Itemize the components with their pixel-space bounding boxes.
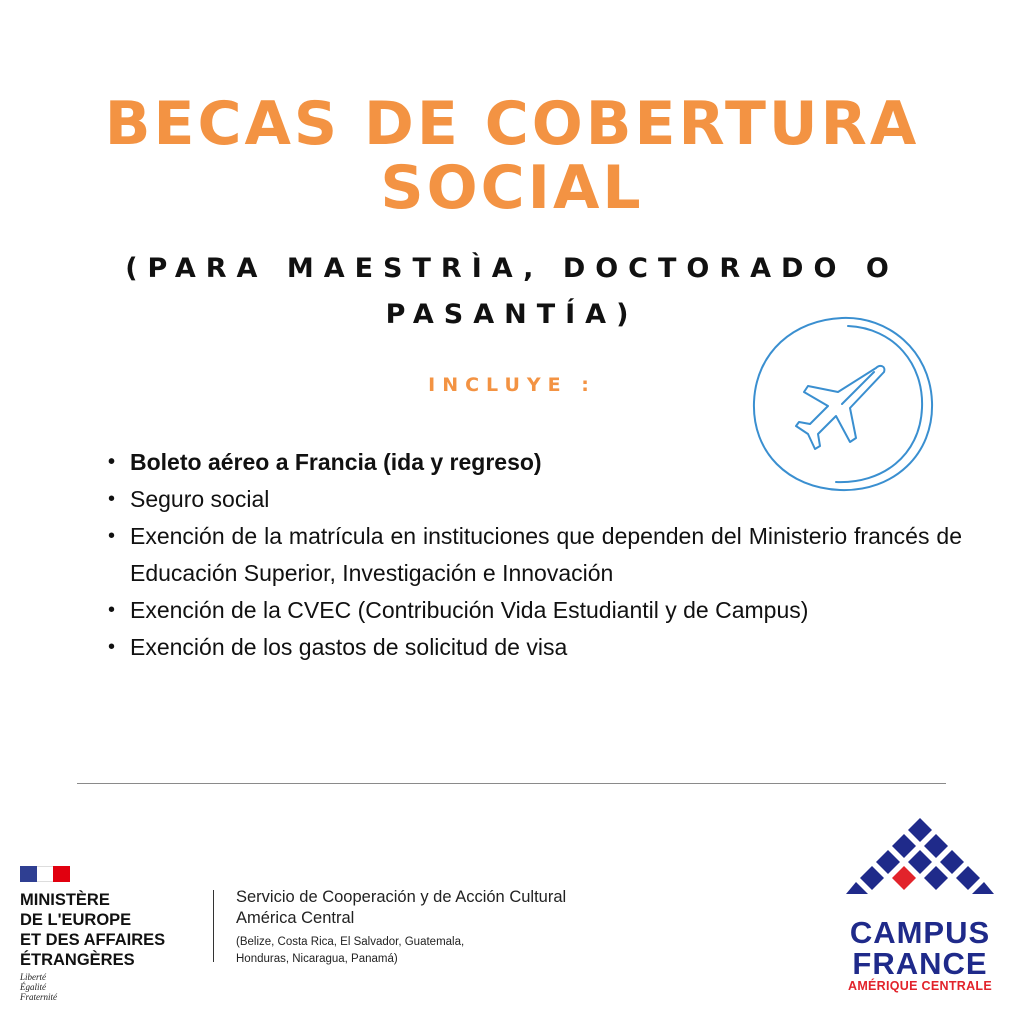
campus-france-wordmark: CAMPUS FRANCE — [849, 915, 991, 981]
footer-separator — [213, 890, 214, 962]
page-subtitle: (PARA MAESTRÌA, DOCTORADO O PASANTÍA) — [125, 253, 899, 330]
includes-label: INCLUYE : — [428, 374, 596, 396]
list-item: • Exención de la matrícula en instituciones que dependen del Ministerio francés de Educación Superior, Investigación e Innovación — [130, 518, 962, 592]
campus-france-region: AMÉRIQUE CENTRALE — [848, 979, 992, 993]
republic-motto: Liberté Égalité Fraternité — [20, 972, 57, 1002]
french-flag-icon — [20, 866, 70, 882]
divider — [77, 783, 946, 784]
cooperation-service — [236, 887, 636, 968]
ministry-name: MINISTÈRE DE L'EUROPE ET DES AFFAIRES ÉTRANGÈRES — [20, 891, 166, 969]
campus-france-logo-icon — [846, 818, 994, 898]
list-item: • Seguro social — [130, 481, 962, 518]
list-item: • Exención de los gastos de solicitud de visa — [130, 629, 962, 666]
list-item: • Boleto aéreo a Francia (ida y regreso) — [130, 444, 962, 481]
list-item: • Exención de la CVEC (Contribución Vida Estudiantil y de Campus) — [130, 592, 962, 629]
service-region: América Central — [236, 909, 355, 927]
page-title: BECAS DE COBERTURA SOCIAL — [104, 89, 920, 223]
service-countries: (Belize, Costa Rica, El Salvador, Guatemala, Honduras, Nicaragua, Panamá) — [236, 936, 465, 965]
benefits-list — [108, 444, 962, 666]
service-title: Servicio de Cooperación y de Acción Cultural — [236, 888, 567, 906]
